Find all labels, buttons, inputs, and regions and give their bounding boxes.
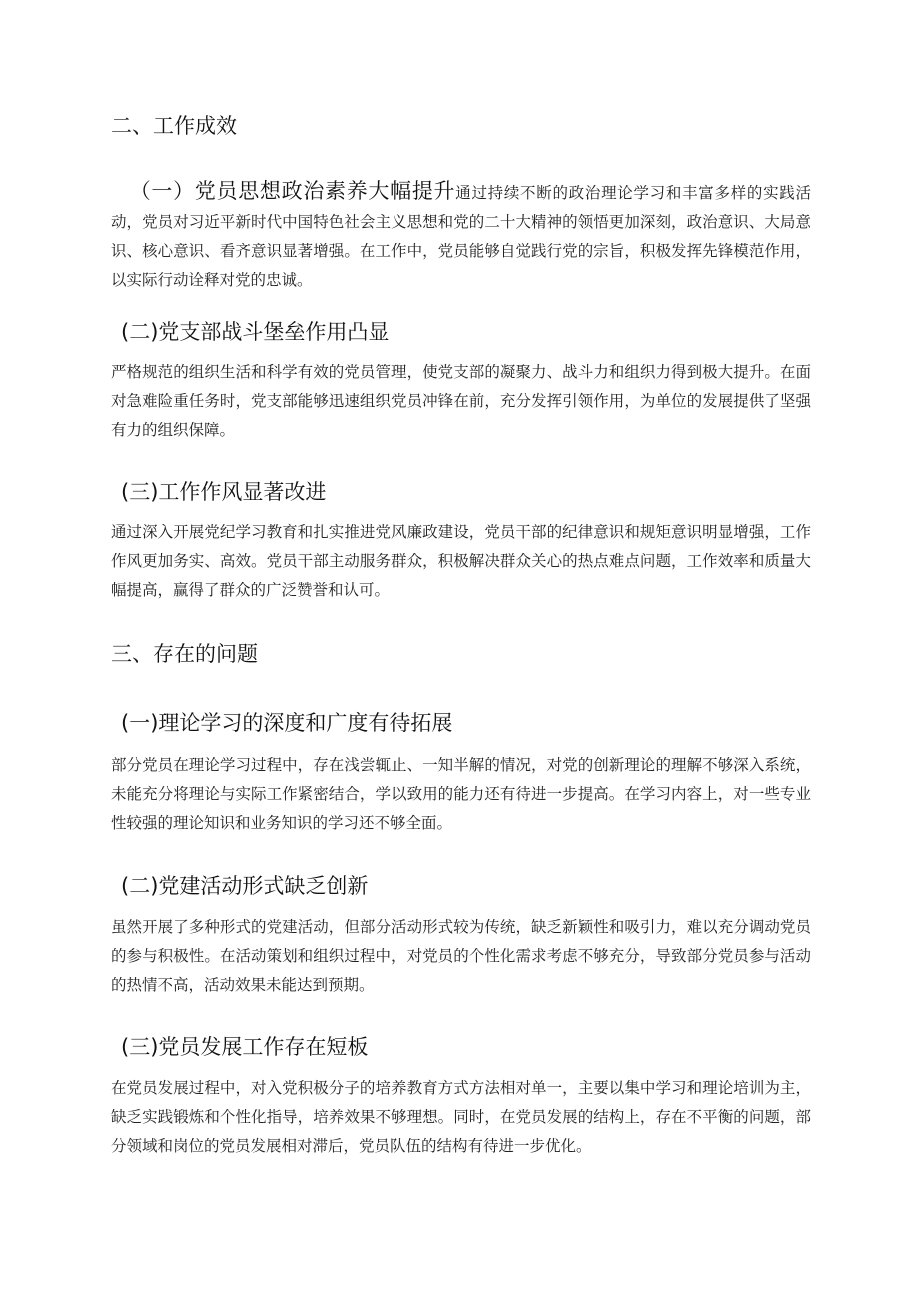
section-title-problems: 三、存在的问题 <box>111 642 258 666</box>
paragraph-theory-study: 部分党员在理论学习过程中，存在浅尝辄止、一知半解的情况，对党的创新理论的理解不够深入系统，未能充分将理论与实际工作紧密结合，学以致用的能力还有待进一步提高。在学习内容上，对一些专业性较强的理论知识和业务知识的学习还不够全面。 <box>111 756 811 832</box>
subsection-heading-activity-innovation: (二)党建活动形式缺乏创新 <box>121 874 369 898</box>
section-title-achievements: 二、工作成效 <box>111 114 237 138</box>
paragraph-member-development: 在党员发展过程中，对入党积极分子的培养教育方式方法相对单一，主要以集中学习和理论培训为主，缺乏实践锻炼和个性化指导，培养效果不够理想。同时，在党员发展的结构上，存在不平衡的问题，部分领域和岗位的党员发展相对滞后，党员队伍的结构有待进一步优化。 <box>111 1079 811 1155</box>
paragraph-activity-innovation: 虽然开展了多种形式的党建活动，但部分活动形式较为传统，缺乏新颖性和吸引力，难以充分调动党员的参与积极性。在活动策划和组织过程中，对党员的个性化需求考虑不够充分，导致部分党员参与活动的热情不高，活动效果未能达到预期。 <box>111 918 811 994</box>
paragraph-text: 通过持续不断的政治理论学习和丰富多样的实践活动，党员对习近平新时代中国特色社会主义思想和党的二十大精神的领悟更加深刻，政治意识、大局意识、核心意识、看齐意识显著增强。在工作中，党员能够自觉践行党的宗旨，积极发挥先锋模范作用，以实际行动诠释对党的忠诚。 <box>111 184 811 289</box>
paragraph-branch-fortress: 严格规范的组织生活和科学有效的党员管理，使党支部的凝聚力、战斗力和组织力得到极大提升。在面对急难险重任务时，党支部能够迅速组织党员冲锋在前，充分发挥引领作用，为单位的发展提供了坚强有力的组织保障。 <box>111 363 811 439</box>
subsection-heading-branch-fortress: (二)党支部战斗堡垒作用凸显 <box>121 320 390 344</box>
subsection-heading-theory-study: (一)理论学习的深度和广度有待拓展 <box>121 711 453 735</box>
subsection-heading-work-style: (三)工作作风显著改进 <box>121 480 327 504</box>
subsection-political-literacy <box>111 177 811 295</box>
paragraph-work-style: 通过深入开展党纪学习教育和扎实推进党风廉政建设，党员干部的纪律意识和规矩意识明显增强，工作作风更加务实、高效。党员干部主动服务群众，积极解决群众关心的热点难点问题，工作效率和质量大幅提高，赢得了群众的广泛赞誉和认可。 <box>111 523 811 599</box>
subsection-heading-member-development: (三)党员发展工作存在短板 <box>121 1035 369 1059</box>
subsection-heading: （一）党员思想政治素养大幅提升 <box>129 179 456 203</box>
